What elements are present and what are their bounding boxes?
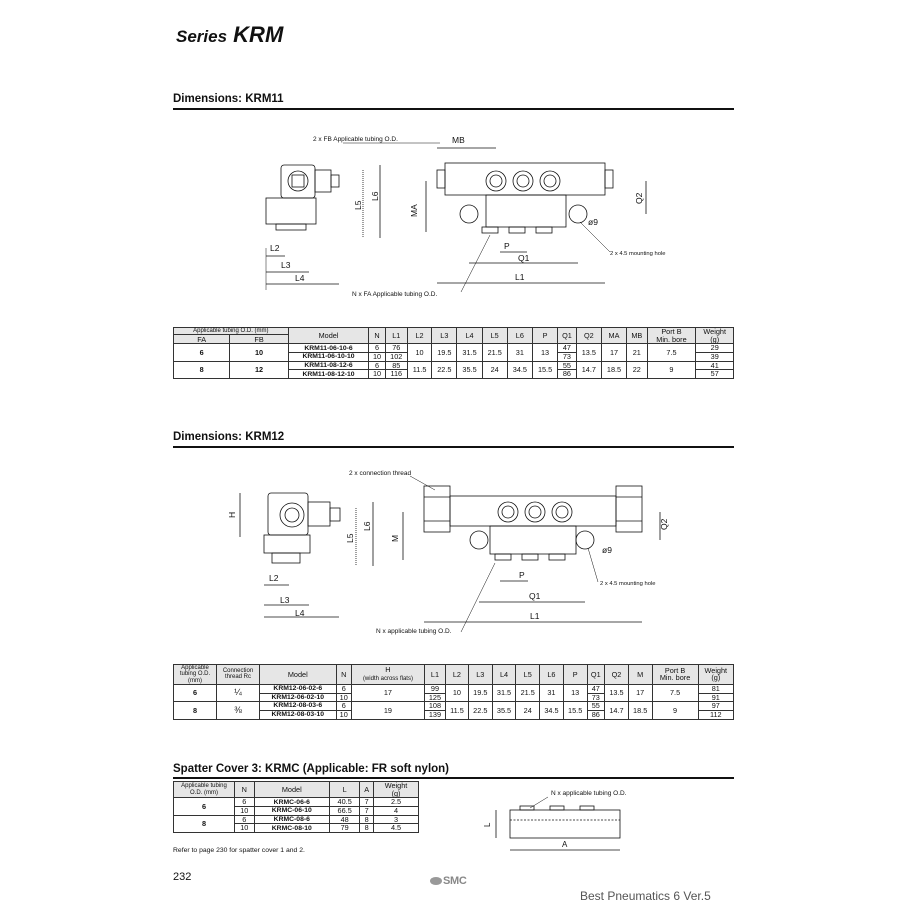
table-cell: 7 [360,798,374,807]
table-cell: 116 [385,370,407,379]
table-cell-model: KRMC-06-10 [254,806,330,815]
table-cell: 13 [532,344,557,361]
krm12-label-l2: L2 [269,573,279,583]
th-q2: Q2 [576,328,601,344]
table-cell: 85 [385,361,407,370]
th-p: P [532,328,557,344]
th-l4: L4 [457,328,482,344]
table-cell: 102 [385,352,407,361]
krm11-label-mounting: 2 x 4.5 mounting hole [610,251,666,257]
table-cell: 22.5 [432,361,457,378]
krm12-label-q2: Q2 [659,518,669,530]
table-cell: 8 [174,815,235,832]
th-weight-unit: (g) [710,334,720,344]
th-model: Model [254,782,330,798]
krm12-label-l5: L5 [345,533,355,543]
th-h-note: (width across flats) [362,676,413,683]
table-cell: 40.5 [330,798,360,807]
table-cell: 21.5 [482,344,507,361]
smc-logo [430,875,467,887]
th-l1: L1 [425,665,446,685]
th-h [351,665,424,685]
krm11-label-l2: L2 [270,243,280,253]
krm11-label-mb: MB [452,135,465,145]
th-model: Model [288,328,369,344]
th-ma: MA [601,328,626,344]
krm11-label-fb-tubing: 2 x FB Applicable tubing O.D. [313,136,398,143]
table-cell: 10 [369,370,385,379]
krm11-label-fa-tubing: N x FA Applicable tubing O.D. [352,291,438,298]
th-mb: MB [627,328,647,344]
th-l3: L3 [468,665,492,685]
th-tubing: Applicable tubing O.D. (mm) [174,665,217,685]
th-weight-label: Weight [703,327,726,336]
table-cell: 76 [385,344,407,353]
krm12-label-mounting: 2 x 4.5 mounting hole [600,581,656,587]
table-cell: 6 [336,702,351,711]
krm12-spec-table [173,664,734,720]
table-cell: 31.5 [492,684,516,701]
table-cell: 108 [425,702,446,711]
krm11-label-phi: ø9 [588,217,598,227]
th-port-b [647,328,696,344]
table-cell: 19.5 [432,344,457,361]
table-cell-model: KRMC-06-6 [254,798,330,807]
table-cell: 8 [360,824,374,833]
th-fa: FA [174,335,230,344]
table-cell: 99 [425,684,446,693]
series-prefix: Series [176,27,228,46]
spatter-spec-table [173,781,419,833]
table-cell: ⅜ [217,702,260,719]
krm12-label-l1: L1 [530,611,540,621]
table-cell-model: KRM12-08-03-6 [260,702,337,711]
series-name: KRM [233,22,284,47]
table-cell: 34.5 [507,361,532,378]
table-cell: 10 [336,693,351,702]
table-cell: 41 [696,361,734,370]
krm11-spec-table [173,327,734,379]
th-min-bore-label: Min. bore [659,673,691,683]
table-cell: 79 [330,824,360,833]
th-l: L [330,782,360,798]
table-cell: 21.5 [516,684,540,701]
table-cell: ¼ [217,684,260,701]
table-cell: 4.5 [374,824,419,833]
th-l2: L2 [407,328,431,344]
table-cell: 86 [587,710,605,719]
table-cell-model: KRM11-06-10-6 [288,344,369,353]
krm11-section-title: Dimensions: KRM11 [173,93,284,105]
spatter-section-rule [173,777,734,779]
table-cell: 7.5 [652,684,698,701]
krm11-label-q2: Q2 [634,192,644,204]
th-a: A [360,782,374,798]
th-m: M [628,665,652,685]
krm11-label-q1: Q1 [518,253,530,263]
table-cell: 7 [360,806,374,815]
table-cell: 31 [507,344,532,361]
spatter-section-title: Spatter Cover 3: KRMC (Applicable: FR soft nylon) [173,763,450,775]
table-cell: 48 [330,815,360,824]
table-cell: 125 [425,693,446,702]
table-cell: 2.5 [374,798,419,807]
table-cell: 14.7 [576,361,601,378]
table-cell: 10 [445,684,468,701]
krm12-label-phi: ø9 [602,545,612,555]
th-l3: L3 [432,328,457,344]
krm12-section-rule [173,446,734,448]
page-number: 232 [173,871,192,883]
krm12-label-p: P [519,570,525,580]
th-thread: Connection thread Rc [217,665,260,685]
th-weight [696,328,734,344]
th-min-bore-label: Min. bore [656,334,687,344]
table-cell: 6 [174,344,230,361]
th-q1: Q1 [558,328,577,344]
th-weight [698,665,733,685]
krm12-label-l3: L3 [280,595,290,605]
table-cell: 9 [647,361,696,378]
table-cell: 10 [235,824,255,833]
table-cell: 112 [698,710,733,719]
krm11-label-l4: L4 [295,273,305,283]
table-cell: 6 [235,815,255,824]
th-model: Model [260,665,337,685]
krm11-label-l6: L6 [370,191,380,201]
table-cell: 18.5 [628,702,652,719]
th-l5: L5 [482,328,507,344]
table-cell: 47 [587,684,605,693]
table-cell: 17 [628,684,652,701]
table-cell: 57 [696,370,734,379]
th-weight-label: Weight [704,665,728,675]
table-cell-model: KRM11-06-10-10 [288,352,369,361]
table-cell: 6 [369,344,385,353]
table-cell: 6 [174,684,217,701]
series-title [176,22,283,48]
krm11-label-p: P [504,241,510,251]
table-cell: 19.5 [468,684,492,701]
table-cell: 97 [698,702,733,711]
footer-tagline: Best Pneumatics 6 Ver.5 [580,889,711,903]
krm12-label-tubing: N x applicable tubing O.D. [376,628,452,635]
table-cell: 13 [563,684,587,701]
table-cell: 73 [558,352,577,361]
table-cell: 55 [558,361,577,370]
table-cell: 24 [516,702,540,719]
krm11-label-l1: L1 [515,272,525,282]
th-n: N [235,782,255,798]
table-cell: 17 [351,684,424,701]
th-weight-unit: (g) [711,673,721,683]
table-cell: 14.7 [605,702,629,719]
table-cell-model: KRM12-06-02-10 [260,693,337,702]
table-cell: 7.5 [647,344,696,361]
table-cell: 18.5 [601,361,626,378]
table-cell: 35.5 [457,361,482,378]
table-cell: 55 [587,702,605,711]
spatter-label-l: L [483,822,492,827]
table-cell: 47 [558,344,577,353]
table-cell: 12 [230,361,288,378]
table-cell: 10 [230,344,288,361]
th-l1: L1 [385,328,407,344]
table-cell: 91 [698,693,733,702]
th-tubing: Applicable tubing O.D. (mm) [174,782,235,798]
th-l4: L4 [492,665,516,685]
table-cell: 9 [652,702,698,719]
krm12-section-title: Dimensions: KRM12 [173,431,285,443]
table-cell: 35.5 [492,702,516,719]
table-cell: 6 [336,684,351,693]
table-cell: 3 [374,815,419,824]
table-cell: 21 [627,344,647,361]
table-cell: 8 [174,361,230,378]
table-cell: 86 [558,370,577,379]
table-cell: 34.5 [540,702,564,719]
table-cell: 39 [696,352,734,361]
krm12-label-m: M [390,534,400,542]
th-q1: Q1 [587,665,605,685]
krm11-label-l5: L5 [353,200,363,210]
th-n: N [369,328,385,344]
table-cell: 139 [425,710,446,719]
table-cell: 10 [235,806,255,815]
table-cell: 81 [698,684,733,693]
th-weight-label: Weight [384,781,408,790]
table-cell-model: KRMC-08-10 [254,824,330,833]
table-cell: 22 [627,361,647,378]
th-p: P [563,665,587,685]
th-tubing-group: Applicable tubing O.D. (mm) [174,328,289,335]
table-cell: 73 [587,693,605,702]
table-cell: 6 [235,798,255,807]
table-cell: 11.5 [445,702,468,719]
spatter-label-tubing: N x applicable tubing O.D. [551,790,627,797]
th-port-b-label: Port B [664,665,686,675]
table-cell: 31.5 [457,344,482,361]
table-cell-model: KRMC-08-6 [254,815,330,824]
krm11-label-l3: L3 [281,260,291,270]
table-cell: 15.5 [532,361,557,378]
th-weight [374,782,419,798]
krm12-label-l6: L6 [362,521,372,531]
table-cell-model: KRM12-06-02-6 [260,684,337,693]
table-cell: 66.5 [330,806,360,815]
th-l5: L5 [516,665,540,685]
th-l6: L6 [540,665,564,685]
th-port-b-label: Port B [661,327,682,336]
table-cell: 13.5 [576,344,601,361]
th-n: N [336,665,351,685]
krm12-label-thread: 2 x connection thread [349,470,412,477]
th-l6: L6 [507,328,532,344]
krm11-label-ma: MA [409,204,419,217]
table-cell: 15.5 [563,702,587,719]
table-cell: 13.5 [605,684,629,701]
table-cell-model: KRM11-08-12-10 [288,370,369,379]
smc-logo-icon [430,877,442,885]
smc-logo-text: SMC [443,875,467,887]
table-cell: 29 [696,344,734,353]
krm11-section-rule [173,108,734,110]
krm12-label-q1: Q1 [529,591,541,601]
spatter-label-a: A [562,840,568,849]
table-cell: 10 [407,344,431,361]
table-cell: 22.5 [468,702,492,719]
table-cell: 10 [369,352,385,361]
table-cell: 6 [369,361,385,370]
table-cell: 24 [482,361,507,378]
spatter-note: Refer to page 230 for spatter cover 1 and 2. [173,847,305,854]
table-cell-model: KRM11-08-12-6 [288,361,369,370]
table-cell: 19 [351,702,424,719]
krm12-label-l4: L4 [295,608,305,618]
th-weight-unit: (g) [391,788,401,798]
table-cell: 31 [540,684,564,701]
th-port-b [652,665,698,685]
th-l2: L2 [445,665,468,685]
table-cell: 10 [336,710,351,719]
krm12-label-h: H [227,511,237,518]
table-cell: 17 [601,344,626,361]
table-cell: 11.5 [407,361,431,378]
table-cell: 4 [374,806,419,815]
th-q2: Q2 [605,665,629,685]
table-cell: 8 [360,815,374,824]
table-cell: 6 [174,798,235,815]
table-cell: 8 [174,702,217,719]
th-h-label: H [385,665,391,675]
th-fb: FB [230,335,288,344]
table-cell-model: KRM12-08-03-10 [260,710,337,719]
